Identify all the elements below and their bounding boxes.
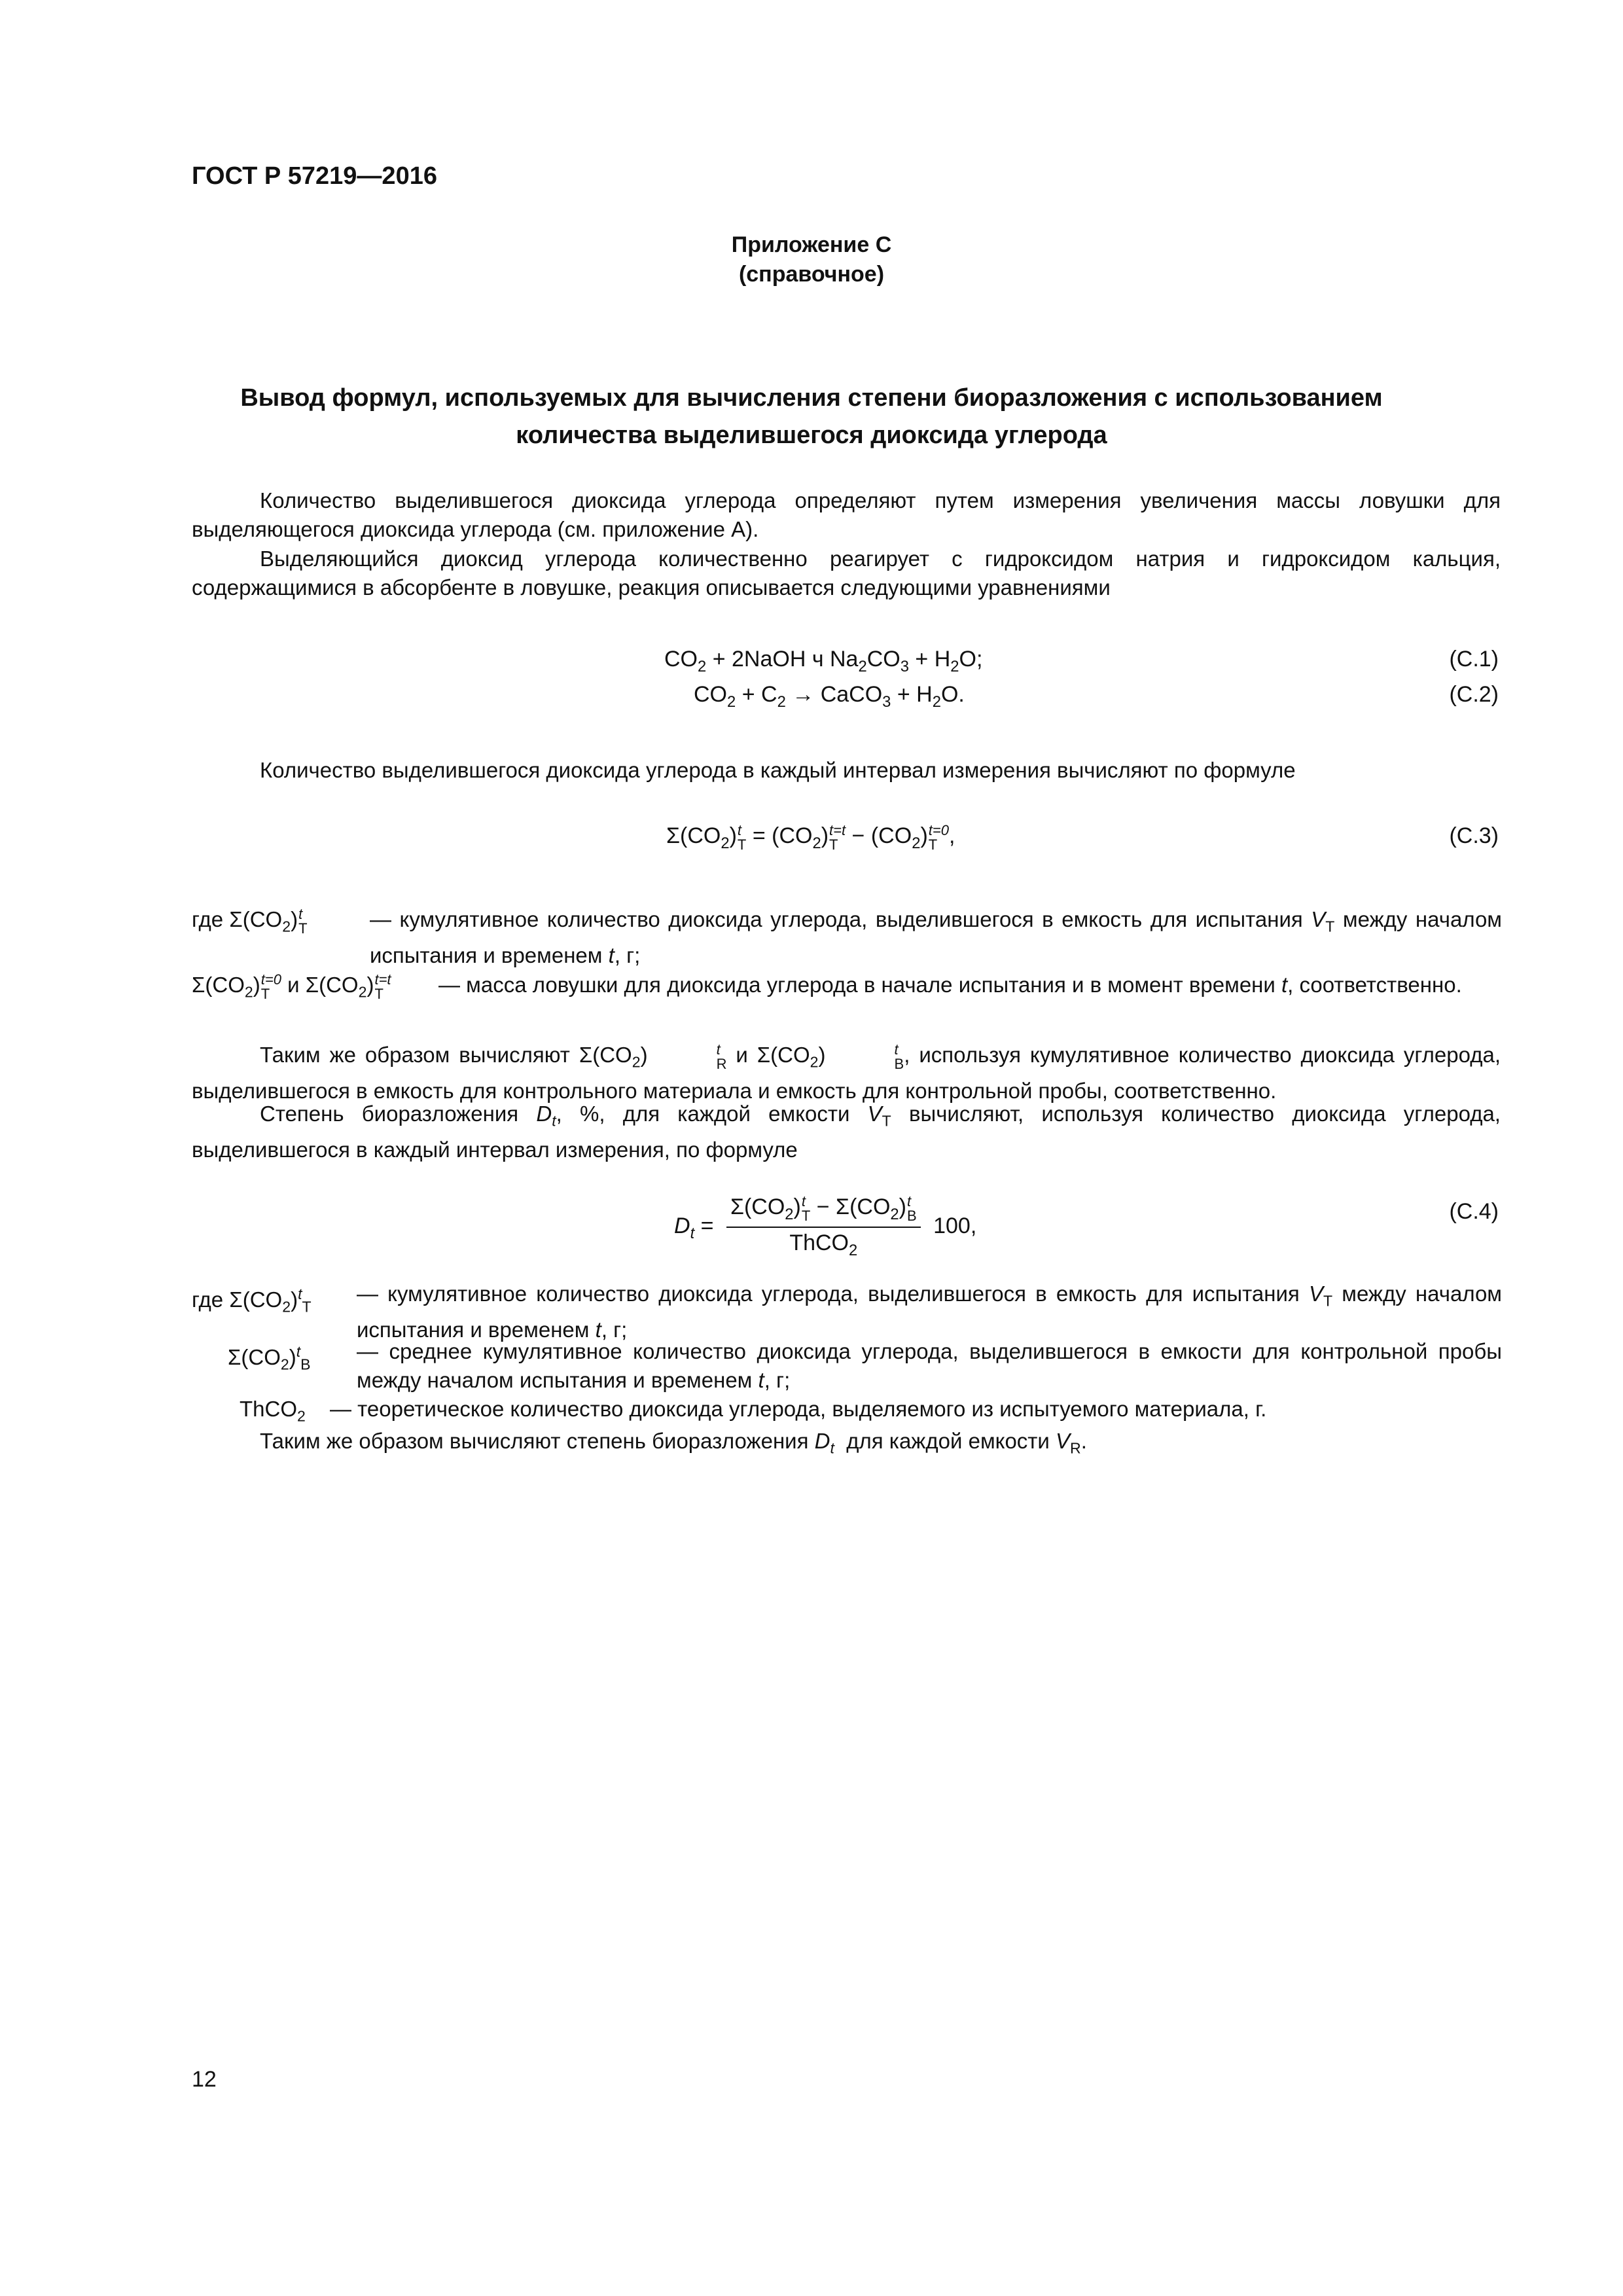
document-code-header: ГОСТ Р 57219—2016 bbox=[192, 162, 437, 190]
equation-c1-number: (С.1) bbox=[1449, 647, 1499, 672]
equation-c2-number: (С.2) bbox=[1449, 682, 1499, 707]
annex-label: Приложение С bbox=[731, 232, 892, 257]
equation-c3: $\Sigma(CO_2)$ t T = $(CO_2)$ t=t T − $(CO_2)$ t=0 T , bbox=[666, 822, 955, 853]
c3-def1-term: где $\Sigma(CO_2)$ t T bbox=[192, 906, 308, 937]
annex-title-line2: количества выделившегося диоксида углерода bbox=[516, 422, 1107, 449]
page-number: 12 bbox=[192, 2067, 217, 2092]
c3-def1-text: — кумулятивное количество диоксида углерода, выделившегося в емкость для испытания $V_T$ между началом испытания и временем t, г; bbox=[370, 907, 1502, 967]
annex-heading bbox=[0, 230, 1623, 289]
annex-title bbox=[0, 380, 1623, 454]
c4-def1-text: — кумулятивное количество диоксида углерода, выделившегося в емкость для испытания $V_T$ между началом испытания и временем t, г; bbox=[357, 1282, 1502, 1342]
paragraph-5: Степень биоразложения $D_t$, %, для каждой емкости $V_T$ вычисляют, используя количество диоксида углерода, выделившегося в каждый интервал измерения, по формуле bbox=[192, 1102, 1501, 1162]
annex-type: (справочное) bbox=[738, 262, 885, 287]
c4-def3-text: — теоретическое количество диоксида углерода, выделяемого из испытуемого материала, г. bbox=[330, 1397, 1267, 1421]
paragraph-6: Таким же образом вычисляют степень биоразложения $D_t$ для каждой емкости $V_R$. bbox=[260, 1429, 1087, 1457]
annex-title-line1: Вывод формул, используемых для вычисления степени биоразложения с использованием bbox=[240, 384, 1383, 412]
equation-c4-number: (С.4) bbox=[1449, 1199, 1499, 1224]
c4-def2-text: — среднее кумулятивное количество диоксида углерода, выделившегося в емкости для контрольной пробы между началом испытания и временем t, г; bbox=[357, 1339, 1502, 1392]
paragraph-4: Таким же образом вычисляют $\Sigma(CO_2)$ t R и $\Sigma(CO_2)$ t B , используя кумулятивное количество диоксида углерода, выделившегося в емкость для контрольного материала и емкость для контрольной пробы, соответственно. bbox=[192, 1041, 1501, 1103]
paragraph-1: Количество выделившегося диоксида углерода определяют путем измерения увеличения массы ловушки для выделяющегося диоксида углерода (см. приложение А). bbox=[192, 488, 1501, 541]
equation-c3-number: (С.3) bbox=[1449, 823, 1499, 848]
equation-c4: $D_t$ = $\Sigma(CO_2)$ t T − $\Sigma(CO_2)$ t B ThCO$_2$ 100, bbox=[674, 1193, 977, 1259]
c4-def2-term: $\Sigma(CO_2)^t_B$ bbox=[228, 1343, 311, 1373]
equation-c1: $CO_2$ + 2NaOH ч $Na_2CO_3 + H_2O$; bbox=[664, 647, 983, 675]
c4-def1-term: где $\Sigma(CO_2)^t_T$ bbox=[192, 1285, 312, 1316]
equation-c4-fraction: $\Sigma(CO_2)$ t T − $\Sigma(CO_2)$ t B ThCO$_2$ bbox=[726, 1194, 921, 1260]
paragraph-2: Выделяющийся диоксид углерода количественно реагирует с гидроксидом натрия и гидроксидом кальция, содержащимися в абсорбенте в ловушке, реакция описывается следующими уравнениями bbox=[192, 547, 1501, 600]
paragraph-3: Количество выделившегося диоксида углерода в каждый интервал измерения вычисляют по формуле bbox=[260, 758, 1296, 782]
equation-c2: $CO_2 + C_2$ → CaCO$_3$ + $H_2O$. bbox=[694, 682, 965, 711]
c3-def2-term: $\Sigma(CO_2)$ t=0 T и $\Sigma(CO_2)$ t=t T bbox=[192, 971, 391, 1002]
c3-def2-text: — масса ловушки для диоксида углерода в начале испытания и в момент времени t, соответственно. bbox=[438, 973, 1462, 997]
c4-def3-term: ThCO$_2$ bbox=[240, 1397, 306, 1425]
